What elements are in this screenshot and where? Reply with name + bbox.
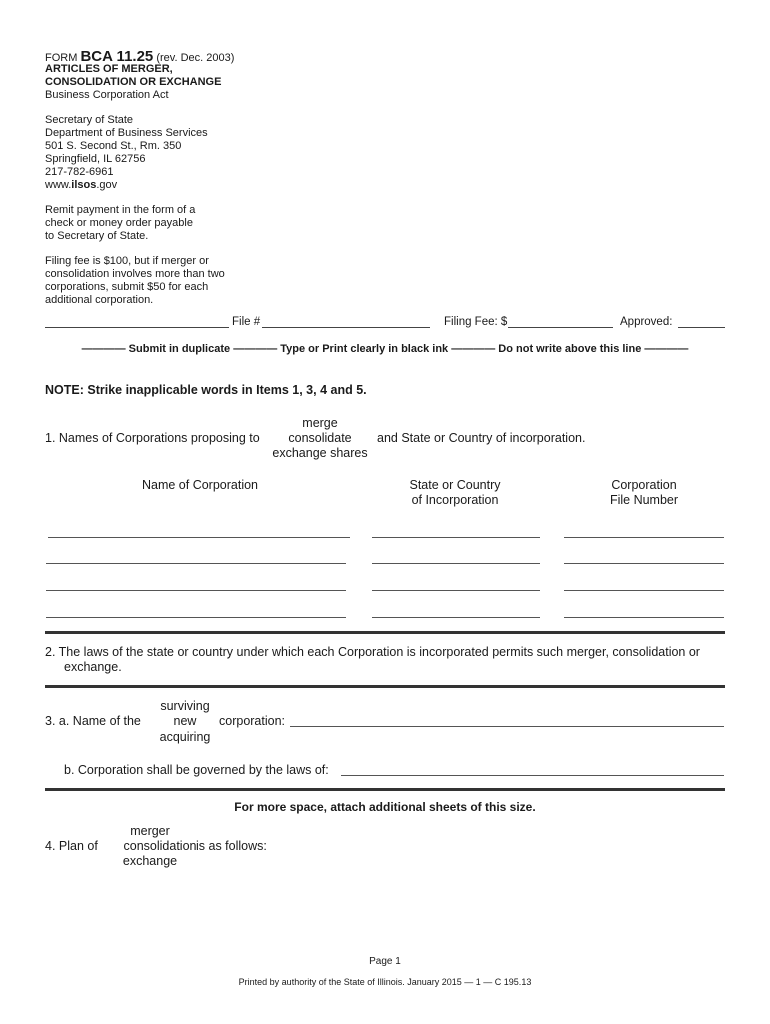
corp-name-field-2[interactable] bbox=[46, 563, 346, 564]
item1-prefix: 1. Names of Corporations proposing to bbox=[45, 431, 260, 445]
fee-line1: Filing fee is $100, but if merger or bbox=[45, 255, 209, 267]
corp-name-field-1[interactable] bbox=[48, 537, 350, 538]
item3-option-acquiring: acquiring bbox=[159, 730, 211, 744]
filing-fee-label: Filing Fee: $ bbox=[444, 316, 508, 328]
divider-3 bbox=[45, 788, 725, 791]
corp-state-field-2[interactable] bbox=[372, 563, 540, 564]
item2-line1: 2. The laws of the state or country under which each Corporation is incorporated permits such merger, consolidation or bbox=[45, 645, 700, 659]
item3-corp-label: corporation: bbox=[219, 714, 286, 728]
address-website[interactable]: www.ilsos.gov bbox=[45, 179, 118, 191]
act-name: Business Corporation Act bbox=[45, 89, 169, 101]
item1-option-consolidate: consolidate bbox=[288, 431, 352, 445]
item4-prefix: 4. Plan of bbox=[45, 839, 98, 853]
corp-file-field-4[interactable] bbox=[564, 617, 724, 618]
form-revision: (rev. Dec. 2003) bbox=[156, 52, 235, 64]
divider-2 bbox=[45, 685, 725, 688]
payment-line1: Remit payment in the form of a bbox=[45, 204, 196, 216]
form-number: BCA 11.25 bbox=[80, 48, 154, 65]
printed-by-footer: Printed by authority of the State of Illinois. January 2015 — 1 — C 195.13 bbox=[238, 977, 532, 987]
strike-note: NOTE: Strike inapplicable words in Items 1, 3, 4 and 5. bbox=[45, 383, 367, 397]
fee-line2: consolidation involves more than two bbox=[45, 268, 225, 280]
col-header-state-line1: State or Country bbox=[409, 478, 501, 492]
item4-suffix: is as follows: bbox=[196, 839, 267, 853]
address-line3: 501 S. Second St., Rm. 350 bbox=[45, 140, 182, 152]
item4-option-consolidation: consolidation bbox=[123, 839, 197, 853]
item1-option-merge: merge bbox=[302, 416, 338, 430]
col-header-file-line2: File Number bbox=[609, 493, 679, 507]
address-line4: Springfield, IL 62756 bbox=[45, 153, 146, 165]
form-title-line1: ARTICLES OF MERGER, bbox=[45, 63, 173, 75]
file-number-label: File # bbox=[232, 316, 261, 328]
governing-laws-field[interactable] bbox=[341, 775, 724, 776]
filing-fee-field[interactable] bbox=[508, 316, 613, 328]
item1-suffix: and State or Country of incorporation. bbox=[377, 431, 586, 445]
corp-state-field-4[interactable] bbox=[372, 617, 540, 618]
col-header-file-line1: Corporation bbox=[611, 478, 677, 492]
address-line2: Department of Business Services bbox=[45, 127, 208, 139]
item4-option-exchange: exchange bbox=[122, 854, 178, 868]
col-header-state-line2: of Incorporation bbox=[411, 493, 499, 507]
item3-prefix: 3. a. Name of the bbox=[45, 714, 141, 728]
item2-line2: exchange. bbox=[64, 660, 122, 674]
fee-line4: additional corporation. bbox=[45, 294, 154, 306]
corp-file-field-2[interactable] bbox=[564, 563, 724, 564]
corp-file-field-3[interactable] bbox=[564, 590, 724, 591]
fee-line3: corporations, submit $50 for each bbox=[45, 281, 209, 293]
approved-label: Approved: bbox=[620, 316, 673, 328]
surviving-corporation-name-field[interactable] bbox=[290, 726, 724, 727]
corp-state-field-1[interactable] bbox=[372, 537, 540, 538]
item3b-label: b. Corporation shall be governed by the laws of: bbox=[64, 763, 329, 777]
item3-option-new: new bbox=[173, 714, 197, 728]
address-line1: Secretary of State bbox=[45, 114, 134, 126]
divider-1 bbox=[45, 631, 725, 634]
form-prefix: FORM bbox=[45, 52, 78, 64]
corp-file-field-1[interactable] bbox=[564, 537, 724, 538]
item3-option-surviving: surviving bbox=[160, 699, 210, 713]
office-use-row bbox=[45, 316, 725, 332]
page-number: Page 1 bbox=[369, 956, 401, 967]
item1-option-exchange: exchange shares bbox=[272, 446, 368, 460]
item4-option-merger: merger bbox=[130, 824, 170, 838]
office-blank-field[interactable] bbox=[45, 316, 229, 328]
col-header-name: Name of Corporation bbox=[141, 478, 259, 492]
additional-sheets-note: For more space, attach additional sheets of this size. bbox=[234, 800, 536, 814]
file-number-field[interactable] bbox=[262, 316, 430, 328]
payment-line3: to Secretary of State. bbox=[45, 230, 149, 242]
form-title-line2: CONSOLIDATION OR EXCHANGE bbox=[45, 76, 222, 88]
instruction-line: ———— Submit in duplicate ———— Type or Print clearly in black ink ———— Do not write above this line ———— bbox=[81, 343, 689, 355]
approved-field[interactable] bbox=[678, 316, 725, 328]
corp-name-field-3[interactable] bbox=[46, 590, 346, 591]
corp-name-field-4[interactable] bbox=[46, 617, 346, 618]
payment-line2: check or money order payable bbox=[45, 217, 193, 229]
address-phone: 217-782-6961 bbox=[45, 166, 114, 178]
corp-state-field-3[interactable] bbox=[372, 590, 540, 591]
